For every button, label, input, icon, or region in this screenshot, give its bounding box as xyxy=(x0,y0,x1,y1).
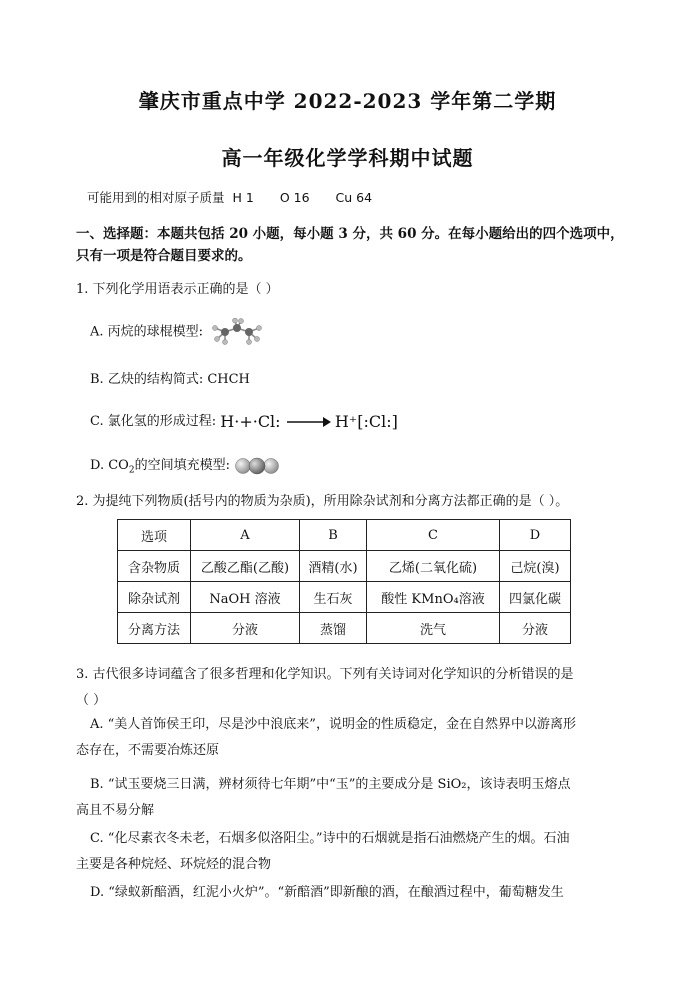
option-a-line1: A. “美人首饰侯王印，尽是沙中浪底来”，说明金的性质稳定，金在自然界中以游离形 xyxy=(90,717,576,732)
table-cell: 己烷(溴) xyxy=(500,551,571,582)
table-cell: 除杂试剂 xyxy=(118,582,191,613)
option-c-line1: C. “化尽素衣冬未老，石烟多似洛阳尘。”诗中的石烟就是指石油燃烧产生的烟。石油 xyxy=(90,831,570,846)
table-cell: NaOH 溶液 xyxy=(191,582,300,613)
table-row xyxy=(118,551,571,582)
hcl-formation-left: H·+·Cl: xyxy=(220,412,281,431)
option-d-prefix: D. CO xyxy=(90,458,129,473)
co2-space-filling-model-icon xyxy=(234,457,280,475)
table-cell: 四氯化碳 xyxy=(500,582,571,613)
table-cell: 生石灰 xyxy=(300,582,367,613)
table-cell: 分离方法 xyxy=(118,613,191,644)
question-3-block xyxy=(76,662,636,714)
option-c-text: C. 氯化氢的形成过程: xyxy=(90,414,217,429)
question-1-option-a xyxy=(90,318,265,346)
table-cell: 洗气 xyxy=(367,613,500,644)
option-c-line2: 主要是各种烷烃、环烷烃的混合物 xyxy=(76,857,272,872)
question-3-stem-line1: 3. 古代很多诗词蕴含了很多哲理和化学知识。下列有关诗词对化学知识的分析错误的是 xyxy=(76,667,574,682)
table-cell: 分液 xyxy=(191,613,300,644)
question-3-stem-line2: （ ） xyxy=(76,693,107,708)
table-cell: 乙烯(二氧化硫) xyxy=(367,551,500,582)
atomic-masses-line xyxy=(87,188,394,206)
section-heading-line2: 只有一项是符合题目要求的。 xyxy=(76,248,252,264)
question-3-option-a xyxy=(76,712,636,764)
table-row xyxy=(118,613,571,644)
option-d-subscript: 2 xyxy=(128,465,135,476)
question-1-stem: 1. 下列化学用语表示正确的是（ ） xyxy=(76,282,279,297)
atomic-mass-cu: Cu 64 xyxy=(335,190,373,205)
propane-ball-stick-model-icon xyxy=(207,318,265,346)
table-cell: 乙酸乙酯(乙酸) xyxy=(191,551,300,582)
hcl-formation-right: H⁺[:Cl:] xyxy=(334,412,398,431)
table-header-row xyxy=(118,520,571,551)
page-subtitle: 高一年级化学学科期中试题 xyxy=(221,146,474,170)
table-header-cell: 选项 xyxy=(118,520,191,551)
atomic-mass-o: O 16 xyxy=(279,190,310,205)
section-heading-line1: 一、选择题：本题共包括 20 小题，每小题 3 分，共 60 分。在每小题给出的四个选项中， xyxy=(76,226,624,242)
question-3-option-c xyxy=(76,826,636,878)
question-1-option-c xyxy=(90,410,398,431)
question-2-stem: 2. 为提纯下列物质(括号内的物质为杂质)，所用除杂试剂和分离方法都正确的是（ ）。 xyxy=(76,494,569,509)
purification-table xyxy=(117,519,571,644)
reaction-arrow-icon xyxy=(285,416,331,428)
table-cell: 酒精(水) xyxy=(300,551,367,582)
table-cell: 酸性 KMnO₄溶液 xyxy=(367,582,500,613)
option-d-line1: D. “绿蚁新醅酒，红泥小火炉”。“新醅酒”即新酿的酒，在酿酒过程中，葡萄糖发生 xyxy=(90,885,564,900)
option-a-line2: 态存在，不需要冶炼还原 xyxy=(76,743,220,758)
table-row xyxy=(118,582,571,613)
table-cell: 蒸馏 xyxy=(300,613,367,644)
table-header-cell: A xyxy=(191,520,300,551)
atomic-mass-h: H 1 xyxy=(232,190,254,205)
table-header-cell: D xyxy=(500,520,571,551)
question-3-option-b xyxy=(76,772,636,824)
option-d-text: 的空间填充模型: xyxy=(134,458,230,473)
table-header-cell: C xyxy=(367,520,500,551)
page-title: 肇庆市重点中学 2022-2023 学年第二学期 xyxy=(138,89,557,113)
atomic-masses-label: 可能用到的相对原子质量 xyxy=(87,190,225,205)
table-cell: 分液 xyxy=(500,613,571,644)
option-b-line2: 高且不易分解 xyxy=(76,803,155,818)
option-a-text: A. 丙烷的球棍模型: xyxy=(90,324,204,340)
table-cell: 含杂物质 xyxy=(118,551,191,582)
question-1-option-d xyxy=(90,454,280,476)
table-header-cell: B xyxy=(300,520,367,551)
question-3-option-d xyxy=(76,880,636,906)
question-1-option-b: B. 乙炔的结构简式: CHCH xyxy=(90,372,250,387)
option-b-line1: B. “试玉要烧三日满，辨材须待七年期”中“玉”的主要成分是 SiO₂，该诗表明玉熔点 xyxy=(90,777,571,792)
